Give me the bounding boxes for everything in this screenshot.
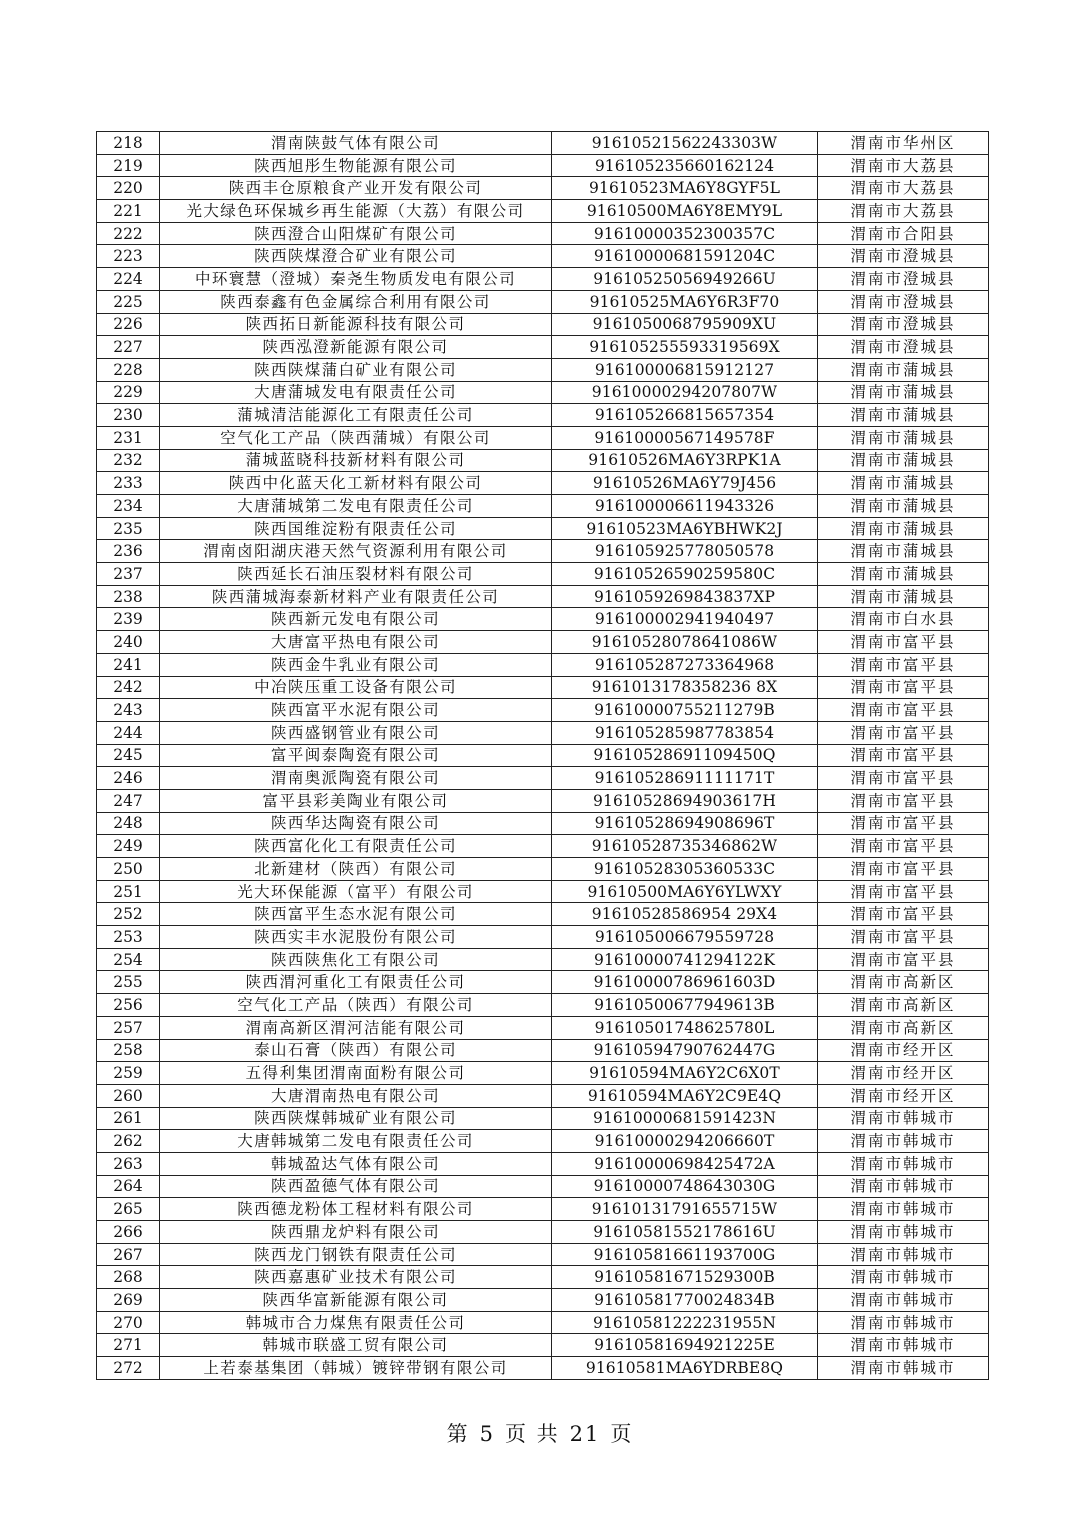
row-number-cell: 245 [97, 744, 160, 767]
row-number-cell: 266 [97, 1221, 160, 1244]
table-row [97, 1198, 989, 1221]
table-row [97, 789, 989, 812]
table-row [97, 517, 989, 540]
location-cell: 渭南市富平县 [818, 744, 989, 767]
credit-code-cell: 916100006815912127 [552, 358, 818, 381]
company-name-cell: 陕西旭彤生物能源有限公司 [160, 154, 552, 177]
company-name-cell: 陕西盛钢管业有限公司 [160, 721, 552, 744]
page-footer-suffix: 页 [610, 1422, 634, 1446]
row-number-cell: 261 [97, 1107, 160, 1130]
table-row [97, 812, 989, 835]
company-name-cell: 蒲城蓝晓科技新材料有限公司 [160, 449, 552, 472]
location-cell: 渭南市澄城县 [818, 336, 989, 359]
page-total-number: 21 [569, 1422, 601, 1446]
credit-code-cell: 91610000748643030G [552, 1175, 818, 1198]
credit-code-cell: 91610500MA6Y6YLWXY [552, 880, 818, 903]
table-row [97, 132, 989, 155]
credit-code-cell: 91610526MA6Y3RPK1A [552, 449, 818, 472]
company-name-cell: 陕西盈德气体有限公司 [160, 1175, 552, 1198]
row-number-cell: 225 [97, 290, 160, 313]
row-number-cell: 234 [97, 495, 160, 518]
table-row [97, 1221, 989, 1244]
company-name-cell: 韩城盈达气体有限公司 [160, 1152, 552, 1175]
company-name-cell: 富平县彩美陶业有限公司 [160, 789, 552, 812]
credit-code-cell: 91610000294206660T [552, 1130, 818, 1153]
table-row [97, 1152, 989, 1175]
location-cell: 渭南市韩城市 [818, 1334, 989, 1357]
credit-code-cell: 91610528691111171T [552, 767, 818, 790]
location-cell: 渭南市富平县 [818, 653, 989, 676]
table-row [97, 268, 989, 291]
location-cell: 渭南市澄城县 [818, 313, 989, 336]
company-name-cell: 陕西金牛乳业有限公司 [160, 653, 552, 676]
credit-code-cell: 916100006611943326 [552, 495, 818, 518]
location-cell: 渭南市合阳县 [818, 222, 989, 245]
row-number-cell: 251 [97, 880, 160, 903]
location-cell: 渭南市韩城市 [818, 1311, 989, 1334]
row-number-cell: 240 [97, 631, 160, 654]
table-row [97, 336, 989, 359]
credit-code-cell: 91610526MA6Y79J456 [552, 472, 818, 495]
table-row [97, 699, 989, 722]
row-number-cell: 264 [97, 1175, 160, 1198]
location-cell: 渭南市高新区 [818, 971, 989, 994]
credit-code-cell: 91610594790762447G [552, 1039, 818, 1062]
row-number-cell: 222 [97, 222, 160, 245]
credit-code-cell: 91610523MA6Y8GYF5L [552, 177, 818, 200]
table-row [97, 721, 989, 744]
location-cell: 渭南市经开区 [818, 1084, 989, 1107]
credit-code-cell: 91610000567149578F [552, 426, 818, 449]
table-row [97, 1130, 989, 1153]
credit-code-cell: 91610000681591423N [552, 1107, 818, 1130]
company-name-cell: 大唐韩城第二发电有限责任公司 [160, 1130, 552, 1153]
credit-code-cell: 91610528691109450Q [552, 744, 818, 767]
credit-code-cell: 91610581222231955N [552, 1311, 818, 1334]
credit-code-cell: 91610000352300357C [552, 222, 818, 245]
credit-code-cell: 91610594MA6Y2C6X0T [552, 1062, 818, 1085]
company-name-cell: 中冶陕压重工设备有限公司 [160, 676, 552, 699]
location-cell: 渭南市经开区 [818, 1062, 989, 1085]
table-row [97, 1289, 989, 1312]
table-row [97, 290, 989, 313]
credit-code-cell: 91610581661193700G [552, 1243, 818, 1266]
row-number-cell: 227 [97, 336, 160, 359]
company-name-cell: 大唐蒲城发电有限责任公司 [160, 381, 552, 404]
company-name-cell: 陕西蒲城海泰新材料产业有限责任公司 [160, 585, 552, 608]
table-row [97, 676, 989, 699]
row-number-cell: 224 [97, 268, 160, 291]
location-cell: 渭南市经开区 [818, 1039, 989, 1062]
table-row [97, 1311, 989, 1334]
row-number-cell: 257 [97, 1016, 160, 1039]
company-name-cell: 陕西富平生态水泥有限公司 [160, 903, 552, 926]
credit-code-cell: 91610521562243303W [552, 132, 818, 155]
location-cell: 渭南市韩城市 [818, 1198, 989, 1221]
location-cell: 渭南市富平县 [818, 926, 989, 949]
credit-code-cell: 91610000698425472A [552, 1152, 818, 1175]
row-number-cell: 272 [97, 1357, 160, 1380]
company-name-cell: 陕西新元发电有限公司 [160, 608, 552, 631]
credit-code-cell: 91610131791655715W [552, 1198, 818, 1221]
location-cell: 渭南市韩城市 [818, 1266, 989, 1289]
row-number-cell: 221 [97, 200, 160, 223]
location-cell: 渭南市富平县 [818, 835, 989, 858]
location-cell: 渭南市高新区 [818, 1016, 989, 1039]
location-cell: 渭南市白水县 [818, 608, 989, 631]
row-number-cell: 258 [97, 1039, 160, 1062]
credit-code-cell: 91610528694908696T [552, 812, 818, 835]
company-name-cell: 光大环保能源（富平）有限公司 [160, 880, 552, 903]
row-number-cell: 250 [97, 858, 160, 881]
row-number-cell: 247 [97, 789, 160, 812]
row-number-cell: 220 [97, 177, 160, 200]
location-cell: 渭南市蒲城县 [818, 426, 989, 449]
company-name-cell: 陕西德龙粉体工程材料有限公司 [160, 1198, 552, 1221]
table-row [97, 653, 989, 676]
credit-code-cell: 91610526590259580C [552, 563, 818, 586]
row-number-cell: 271 [97, 1334, 160, 1357]
credit-code-cell: 91610501748625780L [552, 1016, 818, 1039]
credit-code-cell: 916105925778050578 [552, 540, 818, 563]
company-name-cell: 富平闽泰陶瓷有限公司 [160, 744, 552, 767]
company-name-cell: 陕西富平水泥有限公司 [160, 699, 552, 722]
table-row [97, 858, 989, 881]
company-name-cell: 陕西澄合山阳煤矿有限公司 [160, 222, 552, 245]
credit-code-cell: 91610523MA6YBHWK2J [552, 517, 818, 540]
row-number-cell: 218 [97, 132, 160, 155]
table-row [97, 1243, 989, 1266]
company-name-cell: 陕西陕焦化工有限公司 [160, 948, 552, 971]
location-cell: 渭南市蒲城县 [818, 585, 989, 608]
company-name-cell: 陕西拓日新能源科技有限公司 [160, 313, 552, 336]
row-number-cell: 254 [97, 948, 160, 971]
company-name-cell: 陕西嘉惠矿业技术有限公司 [160, 1266, 552, 1289]
company-name-cell: 陕西华达陶瓷有限公司 [160, 812, 552, 835]
table-row [97, 1016, 989, 1039]
row-number-cell: 267 [97, 1243, 160, 1266]
credit-code-cell: 916105255593319569X [552, 336, 818, 359]
table-row [97, 449, 989, 472]
row-number-cell: 255 [97, 971, 160, 994]
location-cell: 渭南市蒲城县 [818, 495, 989, 518]
row-number-cell: 248 [97, 812, 160, 835]
company-name-cell: 大唐蒲城第二发电有限责任公司 [160, 495, 552, 518]
row-number-cell: 253 [97, 926, 160, 949]
company-name-cell: 上若泰基集团（韩城）镀锌带钢有限公司 [160, 1357, 552, 1380]
location-cell: 渭南市蒲城县 [818, 517, 989, 540]
company-name-cell: 陕西实丰水泥股份有限公司 [160, 926, 552, 949]
credit-code-cell: 91610581552178616U [552, 1221, 818, 1244]
location-cell: 渭南市富平县 [818, 699, 989, 722]
row-number-cell: 238 [97, 585, 160, 608]
row-number-cell: 268 [97, 1266, 160, 1289]
company-name-cell: 光大绿色环保城乡再生能源（大荔）有限公司 [160, 200, 552, 223]
location-cell: 渭南市富平县 [818, 767, 989, 790]
credit-code-cell: 91610000294207807W [552, 381, 818, 404]
row-number-cell: 233 [97, 472, 160, 495]
company-name-cell: 五得利集团渭南面粉有限公司 [160, 1062, 552, 1085]
company-name-cell: 韩城市联盛工贸有限公司 [160, 1334, 552, 1357]
company-name-cell: 蒲城清洁能源化工有限责任公司 [160, 404, 552, 427]
credit-code-cell: 916105266815657354 [552, 404, 818, 427]
table-row [97, 177, 989, 200]
company-name-cell: 陕西富化化工有限责任公司 [160, 835, 552, 858]
company-name-cell: 渭南奥派陶瓷有限公司 [160, 767, 552, 790]
row-number-cell: 243 [97, 699, 160, 722]
location-cell: 渭南市大荔县 [818, 177, 989, 200]
company-name-cell: 陕西陕煤蒲白矿业有限公司 [160, 358, 552, 381]
location-cell: 渭南市富平县 [818, 676, 989, 699]
company-name-cell: 陕西国维淀粉有限责任公司 [160, 517, 552, 540]
company-name-cell: 陕西陕煤韩城矿业有限公司 [160, 1107, 552, 1130]
company-name-cell: 空气化工产品（陕西）有限公司 [160, 994, 552, 1017]
table-row [97, 1175, 989, 1198]
page-footer-mid: 页 共 [504, 1422, 560, 1446]
credit-code-cell: 91610500677949613B [552, 994, 818, 1017]
location-cell: 渭南市富平县 [818, 880, 989, 903]
table-row [97, 971, 989, 994]
table-row [97, 880, 989, 903]
credit-code-cell: 91610528078641086W [552, 631, 818, 654]
table-row [97, 767, 989, 790]
location-cell: 渭南市韩城市 [818, 1152, 989, 1175]
company-name-cell: 渭南陕鼓气体有限公司 [160, 132, 552, 155]
location-cell: 渭南市澄城县 [818, 268, 989, 291]
row-number-cell: 249 [97, 835, 160, 858]
row-number-cell: 263 [97, 1152, 160, 1175]
row-number-cell: 265 [97, 1198, 160, 1221]
row-number-cell: 259 [97, 1062, 160, 1085]
enterprise-table-body [97, 132, 989, 1380]
location-cell: 渭南市韩城市 [818, 1357, 989, 1380]
location-cell: 渭南市大荔县 [818, 154, 989, 177]
table-row [97, 563, 989, 586]
location-cell: 渭南市韩城市 [818, 1289, 989, 1312]
credit-code-cell: 91610528586954 29X4 [552, 903, 818, 926]
row-number-cell: 239 [97, 608, 160, 631]
table-row [97, 608, 989, 631]
row-number-cell: 270 [97, 1311, 160, 1334]
credit-code-cell: 91610000786961603D [552, 971, 818, 994]
credit-code-cell: 91610581671529300B [552, 1266, 818, 1289]
row-number-cell: 226 [97, 313, 160, 336]
company-name-cell: 泰山石膏（陕西）有限公司 [160, 1039, 552, 1062]
row-number-cell: 237 [97, 563, 160, 586]
location-cell: 渭南市蒲城县 [818, 472, 989, 495]
row-number-cell: 229 [97, 381, 160, 404]
credit-code-cell: 91610525056949266U [552, 268, 818, 291]
table-row [97, 903, 989, 926]
table-row [97, 926, 989, 949]
company-name-cell: 渭南高新区渭河洁能有限公司 [160, 1016, 552, 1039]
location-cell: 渭南市富平县 [818, 721, 989, 744]
table-row [97, 1266, 989, 1289]
company-name-cell: 中环寰慧（澄城）秦尧生物质发电有限公司 [160, 268, 552, 291]
table-row [97, 948, 989, 971]
location-cell: 渭南市蒲城县 [818, 358, 989, 381]
table-row [97, 631, 989, 654]
table-row [97, 200, 989, 223]
table-row [97, 358, 989, 381]
company-name-cell: 大唐富平热电有限公司 [160, 631, 552, 654]
credit-code-cell: 91610000741294122K [552, 948, 818, 971]
table-row [97, 585, 989, 608]
company-name-cell: 陕西陕煤澄合矿业有限公司 [160, 245, 552, 268]
row-number-cell: 219 [97, 154, 160, 177]
location-cell: 渭南市富平县 [818, 812, 989, 835]
location-cell: 渭南市华州区 [818, 132, 989, 155]
row-number-cell: 223 [97, 245, 160, 268]
location-cell: 渭南市澄城县 [818, 290, 989, 313]
location-cell: 渭南市蒲城县 [818, 381, 989, 404]
table-row [97, 1039, 989, 1062]
location-cell: 渭南市富平县 [818, 631, 989, 654]
location-cell: 渭南市蒲城县 [818, 404, 989, 427]
page-current-number: 5 [479, 1422, 495, 1446]
company-name-cell: 大唐渭南热电有限公司 [160, 1084, 552, 1107]
credit-code-cell: 9161059269843837XP [552, 585, 818, 608]
table-row [97, 540, 989, 563]
company-name-cell: 渭南卤阳湖庆港天然气资源利用有限公司 [160, 540, 552, 563]
location-cell: 渭南市蒲城县 [818, 540, 989, 563]
credit-code-cell: 91610525MA6Y6R3F70 [552, 290, 818, 313]
row-number-cell: 262 [97, 1130, 160, 1153]
table-row [97, 1107, 989, 1130]
location-cell: 渭南市富平县 [818, 858, 989, 881]
credit-code-cell: 91610528735346862W [552, 835, 818, 858]
company-name-cell: 陕西泓澄新能源有限公司 [160, 336, 552, 359]
credit-code-cell: 9161050068795909XU [552, 313, 818, 336]
table-row [97, 1357, 989, 1380]
company-name-cell: 空气化工产品（陕西蒲城）有限公司 [160, 426, 552, 449]
page-footer [0, 1418, 1080, 1448]
row-number-cell: 236 [97, 540, 160, 563]
location-cell: 渭南市大荔县 [818, 200, 989, 223]
table-row [97, 1062, 989, 1085]
table-row [97, 222, 989, 245]
row-number-cell: 231 [97, 426, 160, 449]
table-row [97, 994, 989, 1017]
row-number-cell: 232 [97, 449, 160, 472]
credit-code-cell: 91610528694903617H [552, 789, 818, 812]
company-name-cell: 陕西华富新能源有限公司 [160, 1289, 552, 1312]
credit-code-cell: 916105285987783854 [552, 721, 818, 744]
location-cell: 渭南市富平县 [818, 948, 989, 971]
company-name-cell: 陕西龙门钢铁有限责任公司 [160, 1243, 552, 1266]
table-row [97, 313, 989, 336]
row-number-cell: 260 [97, 1084, 160, 1107]
credit-code-cell: 916105287273364968 [552, 653, 818, 676]
page-footer-prefix: 第 [446, 1422, 470, 1446]
credit-code-cell: 916105235660162124 [552, 154, 818, 177]
location-cell: 渭南市高新区 [818, 994, 989, 1017]
credit-code-cell: 91610000681591204C [552, 245, 818, 268]
company-name-cell: 北新建材（陕西）有限公司 [160, 858, 552, 881]
row-number-cell: 246 [97, 767, 160, 790]
table-row [97, 154, 989, 177]
company-name-cell: 陕西鼎龙炉料有限公司 [160, 1221, 552, 1244]
row-number-cell: 230 [97, 404, 160, 427]
location-cell: 渭南市韩城市 [818, 1243, 989, 1266]
row-number-cell: 244 [97, 721, 160, 744]
credit-code-cell: 91610594MA6Y2C9E4Q [552, 1084, 818, 1107]
location-cell: 渭南市富平县 [818, 903, 989, 926]
table-row [97, 245, 989, 268]
row-number-cell: 242 [97, 676, 160, 699]
credit-code-cell: 91610000755211279B [552, 699, 818, 722]
location-cell: 渭南市韩城市 [818, 1107, 989, 1130]
row-number-cell: 235 [97, 517, 160, 540]
table-row [97, 835, 989, 858]
enterprise-table [96, 131, 989, 1380]
location-cell: 渭南市蒲城县 [818, 563, 989, 586]
table-row [97, 1334, 989, 1357]
credit-code-cell: 916100002941940497 [552, 608, 818, 631]
row-number-cell: 256 [97, 994, 160, 1017]
credit-code-cell: 91610581770024834B [552, 1289, 818, 1312]
table-row [97, 1084, 989, 1107]
location-cell: 渭南市韩城市 [818, 1221, 989, 1244]
company-name-cell: 陕西丰仓原粮食产业开发有限公司 [160, 177, 552, 200]
company-name-cell: 陕西泰鑫有色金属综合利用有限公司 [160, 290, 552, 313]
credit-code-cell: 91610581694921225E [552, 1334, 818, 1357]
credit-code-cell: 91610500MA6Y8EMY9L [552, 200, 818, 223]
credit-code-cell: 916105006679559728 [552, 926, 818, 949]
location-cell: 渭南市蒲城县 [818, 449, 989, 472]
table-row [97, 426, 989, 449]
location-cell: 渭南市澄城县 [818, 245, 989, 268]
location-cell: 渭南市富平县 [818, 789, 989, 812]
row-number-cell: 269 [97, 1289, 160, 1312]
table-row [97, 744, 989, 767]
table-row [97, 472, 989, 495]
company-name-cell: 陕西中化蓝天化工新材料有限公司 [160, 472, 552, 495]
company-name-cell: 韩城市合力煤焦有限责任公司 [160, 1311, 552, 1334]
table-row [97, 495, 989, 518]
credit-code-cell: 91610528305360533C [552, 858, 818, 881]
row-number-cell: 228 [97, 358, 160, 381]
table-row [97, 404, 989, 427]
company-name-cell: 陕西渭河重化工有限责任公司 [160, 971, 552, 994]
location-cell: 渭南市韩城市 [818, 1130, 989, 1153]
company-name-cell: 陕西延长石油压裂材料有限公司 [160, 563, 552, 586]
location-cell: 渭南市韩城市 [818, 1175, 989, 1198]
table-row [97, 381, 989, 404]
row-number-cell: 241 [97, 653, 160, 676]
credit-code-cell: 9161013178358236 8X [552, 676, 818, 699]
row-number-cell: 252 [97, 903, 160, 926]
credit-code-cell: 91610581MA6YDRBE8Q [552, 1357, 818, 1380]
